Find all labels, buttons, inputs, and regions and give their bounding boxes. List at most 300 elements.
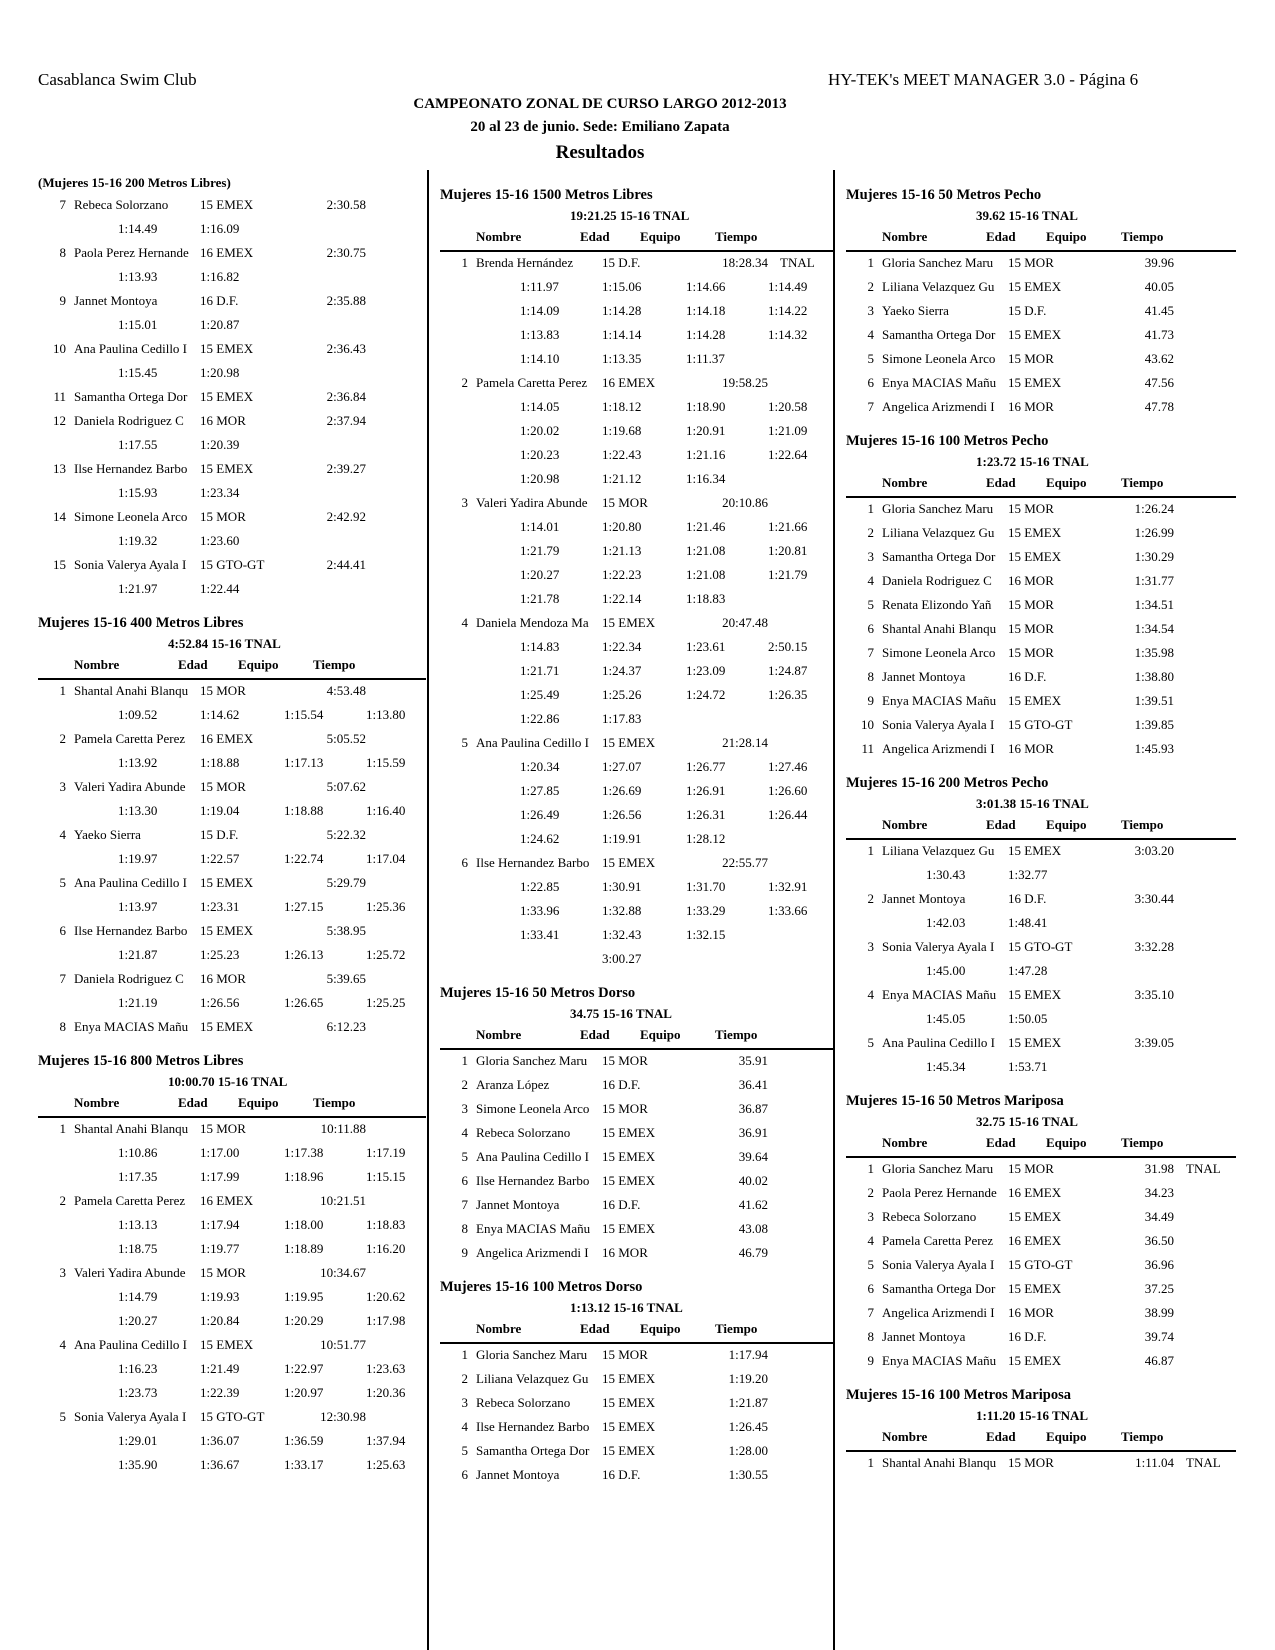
result-row bbox=[38, 1406, 426, 1430]
swimmer-name: Daniela Mendoza Ma bbox=[476, 615, 589, 630]
result-row bbox=[846, 1254, 1236, 1278]
column-header-row bbox=[440, 1024, 833, 1050]
event-block bbox=[440, 184, 833, 972]
final-time: 3:30.44 bbox=[1134, 891, 1174, 906]
place: 7 bbox=[867, 645, 874, 660]
split-time: 1:22.43 bbox=[602, 447, 642, 462]
age-team: 16 EMEX bbox=[602, 375, 656, 390]
swimmer-name: Jannet Montoya bbox=[882, 891, 966, 906]
swimmer-name: Enya MACIAS Mañu bbox=[476, 1221, 591, 1236]
split-time: 1:14.09 bbox=[520, 303, 560, 318]
column-header-edad: Edad bbox=[986, 475, 1016, 490]
place: 6 bbox=[867, 621, 874, 636]
age-team: 15 EMEX bbox=[602, 1149, 656, 1164]
final-time: 1:39.51 bbox=[1134, 693, 1174, 708]
swimmer-name: Ilse Hernandez Barbo bbox=[476, 855, 590, 870]
column-header-tiempo: Tiempo bbox=[313, 657, 356, 672]
column-header-tiempo: Tiempo bbox=[715, 229, 758, 244]
column-header-equipo: Equipo bbox=[1046, 475, 1087, 490]
place: 6 bbox=[867, 1281, 874, 1296]
event-block bbox=[846, 430, 1236, 762]
final-time: 34.23 bbox=[1144, 1185, 1174, 1200]
place: 1 bbox=[59, 683, 66, 698]
age-team: 15 MOR bbox=[1008, 645, 1054, 660]
split-time: 1:15.54 bbox=[284, 707, 324, 722]
place: 10 bbox=[53, 341, 66, 356]
final-time: 2:35.88 bbox=[326, 293, 366, 308]
swimmer-name: Valeri Yadira Abunde bbox=[74, 779, 186, 794]
split-time: 1:09.52 bbox=[118, 707, 158, 722]
split-time: 1:26.60 bbox=[768, 783, 808, 798]
place: 1 bbox=[461, 1053, 468, 1068]
column-header-nombre: Nombre bbox=[882, 1135, 928, 1150]
result-row bbox=[38, 1016, 426, 1040]
split-time: 1:22.64 bbox=[768, 447, 808, 462]
event-title: Mujeres 15-16 100 Metros Dorso bbox=[440, 1279, 643, 1295]
swimmer-name: Gloria Sanchez Maru bbox=[882, 1161, 994, 1176]
final-time: 46.87 bbox=[1144, 1353, 1174, 1368]
result-row bbox=[440, 1050, 833, 1074]
place: 9 bbox=[867, 693, 874, 708]
swimmer-name: Enya MACIAS Mañu bbox=[882, 987, 997, 1002]
swimmer-name: Liliana Velazquez Gu bbox=[882, 279, 995, 294]
age-team: 15 EMEX bbox=[1008, 693, 1062, 708]
result-row bbox=[440, 1074, 833, 1098]
place: 5 bbox=[867, 1257, 874, 1272]
splits-row bbox=[846, 864, 1236, 888]
place: 1 bbox=[867, 255, 874, 270]
swimmer-name: Yaeko Sierra bbox=[882, 303, 949, 318]
place: 5 bbox=[867, 351, 874, 366]
place: 3 bbox=[59, 1265, 66, 1280]
record-line: 1:11.20 15-16 TNAL bbox=[976, 1408, 1089, 1423]
swimmer-name: Valeri Yadira Abunde bbox=[74, 1265, 186, 1280]
final-time: 1:17.94 bbox=[728, 1347, 768, 1362]
event-block bbox=[440, 1276, 833, 1488]
split-time: 1:15.01 bbox=[118, 317, 158, 332]
split-time: 1:18.88 bbox=[284, 803, 324, 818]
split-time: 1:21.16 bbox=[686, 447, 726, 462]
column-header-row bbox=[440, 226, 833, 252]
splits-row bbox=[38, 704, 426, 728]
swimmer-name: Ilse Hernandez Barbo bbox=[476, 1419, 590, 1434]
age-team: 15 EMEX bbox=[602, 1419, 656, 1434]
column-header-edad: Edad bbox=[986, 229, 1016, 244]
age-team: 15 EMEX bbox=[1008, 987, 1062, 1002]
final-time: 37.25 bbox=[1144, 1281, 1174, 1296]
split-time: 1:15.45 bbox=[118, 365, 158, 380]
final-time: 10:51.77 bbox=[320, 1337, 366, 1352]
split-time: 1:21.97 bbox=[118, 581, 158, 596]
final-time: 20:47.48 bbox=[722, 615, 768, 630]
split-time: 1:14.49 bbox=[768, 279, 808, 294]
split-time: 1:14.28 bbox=[602, 303, 642, 318]
final-time: 1:28.00 bbox=[728, 1443, 768, 1458]
split-time: 1:14.49 bbox=[118, 221, 158, 236]
split-time: 1:14.14 bbox=[602, 327, 642, 342]
age-team: 15 GTO-GT bbox=[200, 557, 265, 572]
swimmer-name: Samantha Ortega Dor bbox=[882, 327, 996, 342]
result-row bbox=[846, 594, 1236, 618]
swimmer-name: Samantha Ortega Dor bbox=[882, 549, 996, 564]
splits-row bbox=[38, 1358, 426, 1382]
result-row bbox=[440, 732, 833, 756]
split-time: 1:20.80 bbox=[602, 519, 642, 534]
split-time: 1:20.36 bbox=[366, 1385, 406, 1400]
result-row bbox=[38, 728, 426, 752]
split-time: 1:11.97 bbox=[520, 279, 559, 294]
split-time: 1:13.92 bbox=[118, 755, 158, 770]
split-time: 1:36.67 bbox=[200, 1457, 240, 1472]
column-header-edad: Edad bbox=[986, 817, 1016, 832]
result-row bbox=[440, 1098, 833, 1122]
final-time: 34.49 bbox=[1144, 1209, 1174, 1224]
split-time: 1:13.93 bbox=[118, 269, 158, 284]
splits-row bbox=[440, 300, 833, 324]
age-team: 15 MOR bbox=[200, 509, 246, 524]
place: 11 bbox=[53, 389, 66, 404]
split-time: 1:21.79 bbox=[520, 543, 560, 558]
age-team: 15 MOR bbox=[1008, 1161, 1054, 1176]
place: 2 bbox=[867, 891, 874, 906]
split-time: 1:28.12 bbox=[686, 831, 726, 846]
splits-row bbox=[38, 1454, 426, 1478]
age-team: 15 GTO-GT bbox=[200, 1409, 265, 1424]
split-time: 1:21.46 bbox=[686, 519, 726, 534]
record-line: 34.75 15-16 TNAL bbox=[570, 1006, 672, 1021]
meet-subtitle: 20 al 23 de junio. Sede: Emiliano Zapata bbox=[470, 119, 730, 135]
result-row bbox=[846, 1326, 1236, 1350]
split-time: 1:22.14 bbox=[602, 591, 642, 606]
swimmer-name: Shantal Anahi Blanqu bbox=[882, 621, 997, 636]
place: 1 bbox=[59, 1121, 66, 1136]
age-team: 16 MOR bbox=[1008, 1305, 1054, 1320]
age-team: 15 MOR bbox=[200, 1121, 246, 1136]
split-time: 1:25.72 bbox=[366, 947, 406, 962]
splits-row bbox=[440, 780, 833, 804]
split-time: 1:14.10 bbox=[520, 351, 560, 366]
column-header-equipo: Equipo bbox=[1046, 229, 1087, 244]
swimmer-name: Jannet Montoya bbox=[882, 669, 966, 684]
event-title: Mujeres 15-16 50 Metros Dorso bbox=[440, 985, 636, 1001]
record-line: 4:52.84 15-16 TNAL bbox=[168, 636, 281, 651]
place: 6 bbox=[867, 375, 874, 390]
split-time: 1:26.65 bbox=[284, 995, 324, 1010]
final-time: 10:21.51 bbox=[320, 1193, 366, 1208]
result-row bbox=[440, 1218, 833, 1242]
result-row bbox=[846, 546, 1236, 570]
split-time: 1:24.87 bbox=[768, 663, 808, 678]
final-time: 1:38.80 bbox=[1134, 669, 1174, 684]
final-time: 40.05 bbox=[1144, 279, 1174, 294]
result-row bbox=[38, 242, 426, 266]
event-block bbox=[846, 772, 1236, 1080]
column-header-tiempo: Tiempo bbox=[715, 1321, 758, 1336]
column-header-row bbox=[440, 1318, 833, 1344]
split-time: 1:17.35 bbox=[118, 1169, 158, 1184]
final-time: 10:34.67 bbox=[320, 1265, 366, 1280]
split-time: 1:21.78 bbox=[520, 591, 560, 606]
age-team: 15 MOR bbox=[200, 683, 246, 698]
swimmer-name: Angelica Arizmendi I bbox=[882, 1305, 995, 1320]
splits-row bbox=[440, 828, 833, 852]
result-row bbox=[440, 1368, 833, 1392]
split-time: 1:18.90 bbox=[686, 399, 726, 414]
splits-row bbox=[440, 636, 833, 660]
result-row bbox=[846, 690, 1236, 714]
swimmer-name: Pamela Caretta Perez bbox=[74, 731, 186, 746]
place: 4 bbox=[867, 987, 874, 1002]
final-time: 2:36.43 bbox=[326, 341, 366, 356]
split-time: 1:14.79 bbox=[118, 1289, 158, 1304]
place: 1 bbox=[867, 1161, 874, 1176]
column-header-equipo: Equipo bbox=[1046, 1429, 1087, 1444]
splits-row bbox=[38, 896, 426, 920]
place: 8 bbox=[867, 1329, 874, 1344]
splits-row bbox=[38, 1430, 426, 1454]
swimmer-name: Liliana Velazquez Gu bbox=[882, 525, 995, 540]
splits-row bbox=[38, 578, 426, 602]
split-time: 1:32.43 bbox=[602, 927, 642, 942]
split-time: 1:37.94 bbox=[366, 1433, 406, 1448]
result-row bbox=[38, 386, 426, 410]
splits-row bbox=[38, 848, 426, 872]
splits-row bbox=[38, 1238, 426, 1262]
place: 2 bbox=[461, 375, 468, 390]
swimmer-name: Gloria Sanchez Maru bbox=[476, 1347, 588, 1362]
result-row bbox=[38, 458, 426, 482]
swimmer-name: Pamela Caretta Perez bbox=[476, 375, 588, 390]
result-row bbox=[846, 252, 1236, 276]
column-header-tiempo: Tiempo bbox=[1121, 1135, 1164, 1150]
split-time: 1:10.86 bbox=[118, 1145, 158, 1160]
age-team: 15 EMEX bbox=[1008, 525, 1062, 540]
swimmer-name: Shantal Anahi Blanqu bbox=[74, 683, 189, 698]
place: 3 bbox=[867, 303, 874, 318]
age-team: 15 EMEX bbox=[200, 875, 254, 890]
split-time: 1:22.97 bbox=[284, 1361, 324, 1376]
swimmer-name: Sonia Valerya Ayala I bbox=[74, 557, 187, 572]
place: 7 bbox=[461, 1197, 468, 1212]
split-time: 1:17.13 bbox=[284, 755, 324, 770]
splits-row bbox=[846, 1008, 1236, 1032]
age-team: 16 D.F. bbox=[1008, 891, 1047, 906]
split-time: 1:21.66 bbox=[768, 519, 808, 534]
swimmer-name: Jannet Montoya bbox=[882, 1329, 966, 1344]
swimmer-name: Ana Paulina Cedillo I bbox=[882, 1035, 996, 1050]
record-line: 32.75 15-16 TNAL bbox=[976, 1114, 1078, 1129]
splits-row bbox=[38, 482, 426, 506]
place: 8 bbox=[461, 1221, 468, 1236]
split-time: 1:22.39 bbox=[200, 1385, 240, 1400]
final-time: 36.87 bbox=[738, 1101, 768, 1116]
record-line: 10:00.70 15-16 TNAL bbox=[168, 1074, 288, 1089]
place: 3 bbox=[867, 1209, 874, 1224]
swimmer-name: Rebeca Solorzano bbox=[882, 1209, 977, 1224]
split-time: 2:50.15 bbox=[768, 639, 808, 654]
swimmer-name: Ilse Hernandez Barbo bbox=[74, 461, 188, 476]
splits-row bbox=[440, 516, 833, 540]
swimmer-name: Enya MACIAS Mañu bbox=[882, 693, 997, 708]
result-row bbox=[440, 372, 833, 396]
split-time: 1:45.34 bbox=[926, 1059, 966, 1074]
age-team: 15 MOR bbox=[1008, 1455, 1054, 1470]
split-time: 1:26.13 bbox=[284, 947, 324, 962]
swimmer-name: Ilse Hernandez Barbo bbox=[476, 1173, 590, 1188]
place: 5 bbox=[59, 875, 66, 890]
final-time: 1:30.55 bbox=[728, 1467, 768, 1482]
swimmer-name: Gloria Sanchez Maru bbox=[882, 501, 994, 516]
final-time: 2:42.92 bbox=[326, 509, 366, 524]
swimmer-name: Rebeca Solorzano bbox=[476, 1395, 571, 1410]
swimmer-name: Gloria Sanchez Maru bbox=[476, 1053, 588, 1068]
split-time: 1:33.96 bbox=[520, 903, 560, 918]
final-time: 19:58.25 bbox=[722, 375, 768, 390]
split-time: 1:18.83 bbox=[686, 591, 726, 606]
split-time: 1:26.69 bbox=[602, 783, 642, 798]
split-time: 1:13.80 bbox=[366, 707, 406, 722]
split-time: 1:32.91 bbox=[768, 879, 808, 894]
split-time: 1:20.27 bbox=[520, 567, 560, 582]
record-line: 39.62 15-16 TNAL bbox=[976, 208, 1078, 223]
swimmer-name: Sonia Valerya Ayala I bbox=[74, 1409, 187, 1424]
split-time: 1:20.27 bbox=[118, 1313, 158, 1328]
column-divider bbox=[427, 170, 429, 1650]
final-time: 1:34.51 bbox=[1134, 597, 1174, 612]
split-time: 1:33.41 bbox=[520, 927, 560, 942]
column-header-edad: Edad bbox=[986, 1135, 1016, 1150]
place: 3 bbox=[59, 779, 66, 794]
split-time: 1:11.37 bbox=[686, 351, 725, 366]
result-row bbox=[846, 498, 1236, 522]
split-time: 1:23.73 bbox=[118, 1385, 158, 1400]
event-title: Mujeres 15-16 50 Metros Pecho bbox=[846, 187, 1042, 203]
splits-row bbox=[846, 960, 1236, 984]
column-header-edad: Edad bbox=[178, 1095, 208, 1110]
swimmer-name: Jannet Montoya bbox=[74, 293, 158, 308]
age-team: 15 EMEX bbox=[200, 923, 254, 938]
place: 8 bbox=[59, 1019, 66, 1034]
split-time: 1:21.13 bbox=[602, 543, 642, 558]
age-team: 16 EMEX bbox=[200, 1193, 254, 1208]
split-time: 1:30.43 bbox=[926, 867, 966, 882]
result-row bbox=[846, 714, 1236, 738]
final-time: 3:35.10 bbox=[1134, 987, 1174, 1002]
age-team: 15 D.F. bbox=[1008, 303, 1047, 318]
final-time: 3:03.20 bbox=[1134, 843, 1174, 858]
split-time: 1:33.66 bbox=[768, 903, 808, 918]
event-title: (Mujeres 15-16 200 Metros Libres) bbox=[38, 175, 231, 190]
final-time: 6:12.23 bbox=[326, 1019, 366, 1034]
splits-row bbox=[38, 1142, 426, 1166]
column-header-tiempo: Tiempo bbox=[1121, 1429, 1164, 1444]
place: 5 bbox=[461, 735, 468, 750]
split-time: 1:21.19 bbox=[118, 995, 158, 1010]
split-time: 1:18.83 bbox=[366, 1217, 406, 1232]
result-row bbox=[440, 1170, 833, 1194]
place: 2 bbox=[867, 279, 874, 294]
swimmer-name: Rebeca Solorzano bbox=[74, 197, 169, 212]
split-time: 1:21.09 bbox=[768, 423, 808, 438]
result-row bbox=[38, 506, 426, 530]
age-team: 16 MOR bbox=[1008, 573, 1054, 588]
splits-row bbox=[38, 1166, 426, 1190]
split-time: 1:48.41 bbox=[1008, 915, 1048, 930]
split-time: 1:22.34 bbox=[602, 639, 642, 654]
final-time: 4:53.48 bbox=[326, 683, 366, 698]
split-time: 1:17.98 bbox=[366, 1313, 406, 1328]
place: 4 bbox=[867, 327, 874, 342]
splits-row bbox=[440, 660, 833, 684]
result-row bbox=[440, 1344, 833, 1368]
result-row bbox=[38, 410, 426, 434]
place: 5 bbox=[461, 1149, 468, 1164]
result-row bbox=[38, 1262, 426, 1286]
split-time: 1:42.03 bbox=[926, 915, 966, 930]
age-team: 16 D.F. bbox=[200, 293, 239, 308]
split-time: 1:32.88 bbox=[602, 903, 642, 918]
splits-row bbox=[440, 468, 833, 492]
split-time: 1:21.71 bbox=[520, 663, 560, 678]
split-time: 1:25.23 bbox=[200, 947, 240, 962]
place: 2 bbox=[59, 731, 66, 746]
swimmer-name: Liliana Velazquez Gu bbox=[882, 843, 995, 858]
result-row bbox=[38, 968, 426, 992]
column-header-equipo: Equipo bbox=[640, 1321, 681, 1336]
split-time: 1:25.25 bbox=[366, 995, 406, 1010]
age-team: 15 MOR bbox=[1008, 597, 1054, 612]
result-row bbox=[38, 1334, 426, 1358]
splits-row bbox=[38, 218, 426, 242]
age-team: 15 EMEX bbox=[200, 341, 254, 356]
splits-row bbox=[38, 314, 426, 338]
results-column-2 bbox=[440, 184, 833, 1498]
split-time: 1:21.08 bbox=[686, 543, 726, 558]
result-row bbox=[846, 666, 1236, 690]
final-time: 12:30.98 bbox=[320, 1409, 366, 1424]
column-divider bbox=[833, 170, 835, 1650]
final-time: 1:11.04 bbox=[1135, 1455, 1174, 1470]
result-row bbox=[38, 1190, 426, 1214]
column-header-row bbox=[38, 654, 426, 680]
swimmer-name: Ilse Hernandez Barbo bbox=[74, 923, 188, 938]
final-time: 5:39.65 bbox=[326, 971, 366, 986]
split-time: 1:22.23 bbox=[602, 567, 642, 582]
split-time: 1:25.63 bbox=[366, 1457, 406, 1472]
place: 5 bbox=[867, 597, 874, 612]
result-row bbox=[846, 522, 1236, 546]
swimmer-name: Pamela Caretta Perez bbox=[74, 1193, 186, 1208]
result-row bbox=[846, 1032, 1236, 1056]
age-team: 16 MOR bbox=[200, 413, 246, 428]
split-time: 1:20.98 bbox=[520, 471, 560, 486]
final-time: 43.08 bbox=[738, 1221, 768, 1236]
split-time: 1:16.40 bbox=[366, 803, 406, 818]
result-row bbox=[38, 1118, 426, 1142]
swimmer-name: Liliana Velazquez Gu bbox=[476, 1371, 589, 1386]
result-row bbox=[440, 252, 833, 276]
result-row bbox=[38, 872, 426, 896]
swimmer-name: Sonia Valerya Ayala I bbox=[882, 939, 995, 954]
final-time: 2:37.94 bbox=[326, 413, 366, 428]
age-team: 15 MOR bbox=[200, 779, 246, 794]
age-team: 15 MOR bbox=[602, 1347, 648, 1362]
split-time: 1:23.63 bbox=[366, 1361, 406, 1376]
result-row bbox=[440, 1146, 833, 1170]
place: 8 bbox=[867, 669, 874, 684]
split-time: 1:25.26 bbox=[602, 687, 642, 702]
age-team: 15 D.F. bbox=[200, 827, 239, 842]
